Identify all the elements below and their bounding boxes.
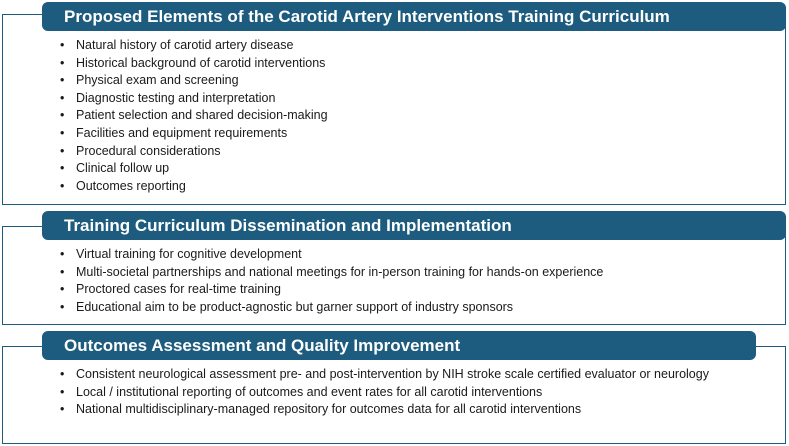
section-title-dissemination: Training Curriculum Dissemination and Implementation (42, 211, 786, 240)
list-item: • Consistent neurological assessment pre- and post-intervention by NIH stroke scale certified evaluator or neurology (60, 366, 760, 384)
list-item: • Historical background of carotid interventions (60, 55, 760, 73)
curriculum-elements-list (60, 37, 760, 195)
section-title-outcomes: Outcomes Assessment and Quality Improvement (42, 331, 756, 360)
list-item: • Virtual training for cognitive development (60, 246, 760, 264)
list-item: • Multi-societal partnerships and national meetings for in-person training for hands-on experience (60, 264, 760, 282)
outcomes-list (60, 366, 760, 419)
section-title-curriculum-elements: Proposed Elements of the Carotid Artery Interventions Training Curriculum (42, 2, 786, 31)
list-item: • Proctored cases for real-time training (60, 281, 760, 299)
list-item: • National multidisciplinary-managed repository for outcomes data for all carotid interventions (60, 401, 760, 419)
list-item: • Physical exam and screening (60, 72, 760, 90)
list-item: • Diagnostic testing and interpretation (60, 90, 760, 108)
list-item: • Local / institutional reporting of outcomes and event rates for all carotid interventions (60, 384, 760, 402)
list-item: • Educational aim to be product-agnostic but garner support of industry sponsors (60, 299, 760, 317)
list-item: • Procedural considerations (60, 143, 760, 161)
list-item: • Outcomes reporting (60, 178, 760, 196)
list-item: • Facilities and equipment requirements (60, 125, 760, 143)
list-item: • Natural history of carotid artery disease (60, 37, 760, 55)
list-item: • Clinical follow up (60, 160, 760, 178)
dissemination-list (60, 246, 760, 316)
list-item: • Patient selection and shared decision-making (60, 107, 760, 125)
